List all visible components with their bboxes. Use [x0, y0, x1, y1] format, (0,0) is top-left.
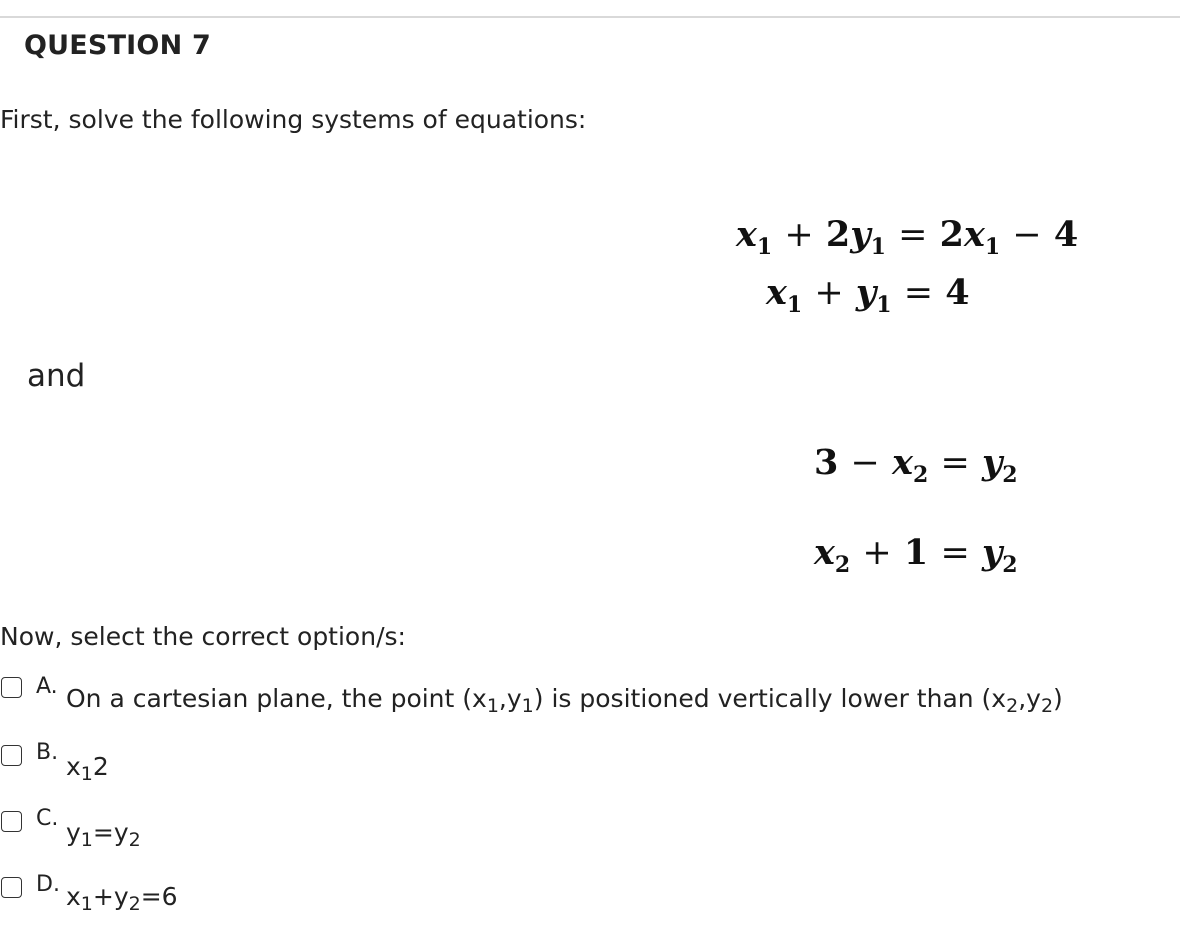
option-b-checkbox[interactable] — [1, 745, 22, 766]
option-c-letter: C. — [36, 806, 59, 831]
question-intro: First, solve the following systems of equations: — [0, 105, 587, 134]
equation-system-1 — [736, 212, 1136, 322]
option-c-text[interactable]: $y_1=y_2$ — [66, 818, 141, 851]
equation-2-1: $3 - x_2 = y_2$ — [814, 442, 1018, 488]
option-b-text[interactable]: $x_12$ — [66, 752, 109, 785]
option-b-letter: B. — [36, 740, 59, 765]
top-divider — [0, 16, 1180, 18]
option-d-letter: D. — [36, 872, 60, 897]
option-d-text[interactable]: $x_1+y_2=6$ — [66, 882, 178, 915]
option-a-checkbox[interactable] — [1, 677, 22, 698]
option-a-text[interactable]: On a cartesian plane, the point $(x_1,y_1)$ is positioned vertically lower than $(x_2,y_2)$ — [66, 684, 1063, 717]
connector-and: and — [27, 358, 86, 394]
equation-1-2: $x_1 + y_1 = 4$ — [766, 272, 970, 318]
option-c-checkbox[interactable] — [1, 811, 22, 832]
option-d-checkbox[interactable] — [1, 877, 22, 898]
option-a-letter: A. — [36, 674, 58, 699]
question-title: QUESTION 7 — [24, 30, 211, 61]
equation-2-2: $x_2 + 1 = y_2$ — [814, 532, 1018, 578]
equation-1-1: $x_1 + 2y_1 = 2x_1 - 4$ — [736, 214, 1079, 260]
question-prompt: Now, select the correct option/s: — [0, 622, 406, 651]
